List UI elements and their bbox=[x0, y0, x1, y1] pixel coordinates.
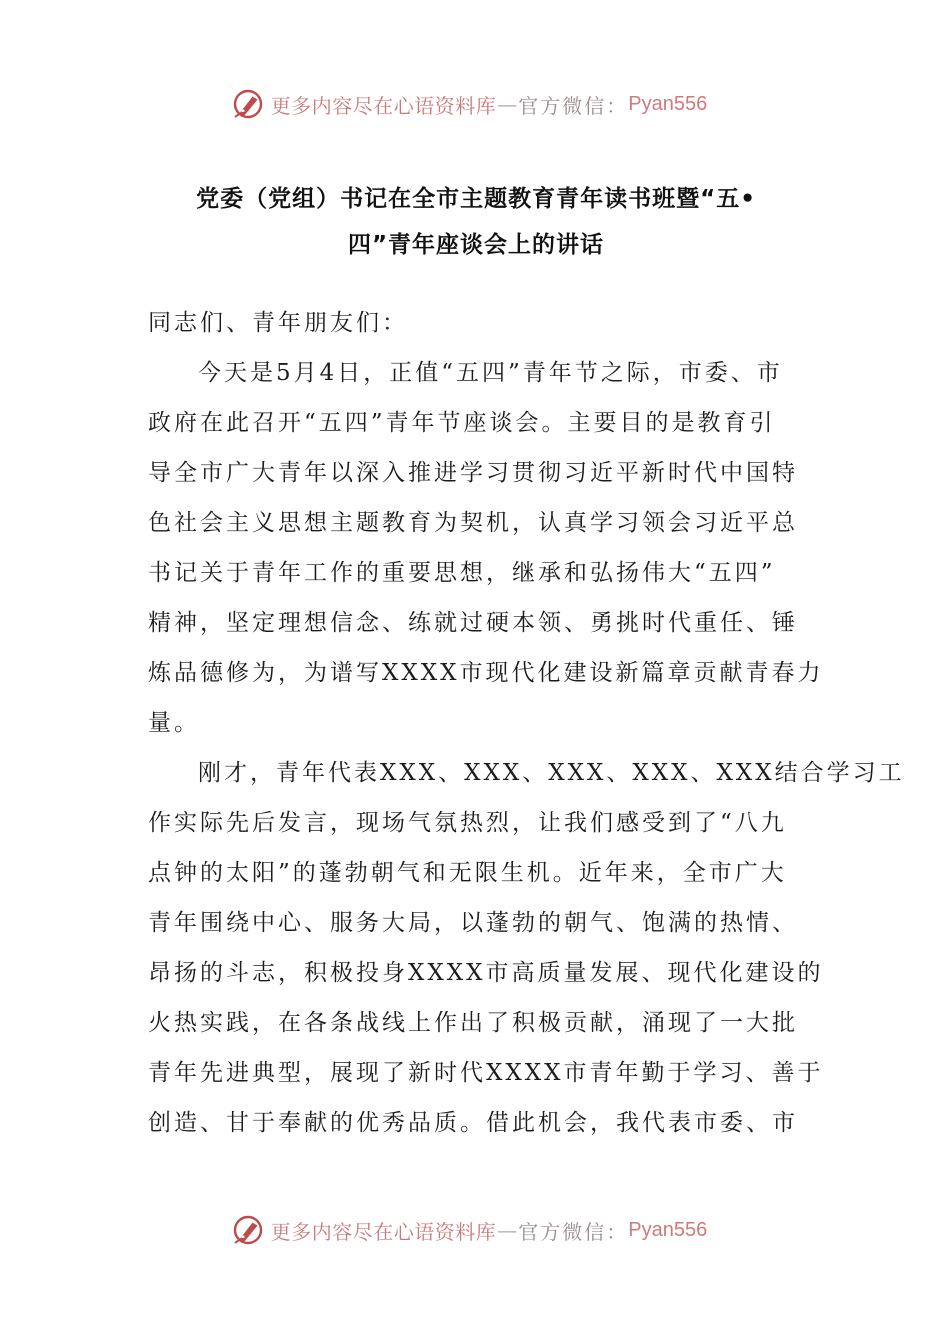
text-line: 作实际先后发言，现场气氛热烈，让我们感受到了“八九 bbox=[148, 810, 787, 836]
text-line: 青年先进典型，展现了新时代XXXX市青年勤于学习、善于 bbox=[148, 1060, 824, 1086]
text-line: 点钟的太阳”的蓬勃朝气和无限生机。近年来，全市广大 bbox=[148, 860, 787, 886]
document-title bbox=[148, 176, 804, 268]
text-line: 火热实践，在各条战线上作出了积极贡献，涌现了一大批 bbox=[148, 1010, 798, 1036]
text-line: 色社会主义思想主题教育为契机，认真学习领会习近平总 bbox=[148, 510, 798, 536]
text-line: 刚才，青年代表XXX、XXX、XXX、XXX、XXX结合学习工 bbox=[198, 760, 905, 786]
banner-main-text: 更多内容尽在心语资料库 bbox=[270, 1219, 497, 1244]
title-line-2: 四”青年座谈会上的讲话 bbox=[347, 232, 605, 258]
document-body bbox=[148, 298, 905, 1148]
text-line: 书记关于青年工作的重要思想，继承和弘扬伟大“五四” bbox=[148, 560, 776, 586]
text-line: 精神，坚定理想信念、练就过硬本领、勇挑时代重任、锤 bbox=[148, 610, 798, 636]
pen-nib-logo-icon bbox=[231, 1213, 265, 1247]
banner-wechat-id: Pyan556 bbox=[628, 1218, 708, 1241]
pen-nib-logo-icon bbox=[231, 87, 265, 121]
banner-main-text: 更多内容尽在心语资料库 bbox=[270, 93, 497, 118]
text-line: 创造、甘于奉献的优秀品质。借此机会，我代表市委、市 bbox=[148, 1110, 798, 1136]
title-line-1: 党委（党组）书记在全市主题教育青年读书班暨“五• bbox=[196, 186, 756, 212]
text-line: 昂扬的斗志，积极投身XXXX市高质量发展、现代化建设的 bbox=[148, 960, 824, 986]
banner-official-label: 官方微信： bbox=[518, 1219, 629, 1244]
text-line: 量。 bbox=[148, 710, 200, 736]
banner-separator: — bbox=[497, 92, 518, 116]
text-line: 同志们、青年朋友们： bbox=[148, 310, 408, 336]
text-line: 导全市广大青年以深入推进学习贯彻习近平新时代中国特 bbox=[148, 460, 798, 486]
banner-separator: — bbox=[497, 1218, 518, 1242]
text-line: 政府在此召开“五四”青年节座谈会。主要目的是教育引 bbox=[148, 410, 776, 436]
footer-banner bbox=[0, 1210, 950, 1250]
banner-wechat-id: Pyan556 bbox=[628, 92, 708, 115]
text-line: 青年围绕中心、服务大局，以蓬勃的朝气、饱满的热情、 bbox=[148, 910, 798, 936]
text-line: 炼品德修为，为谱写XXXX市现代化建设新篇章贡献青春力 bbox=[148, 660, 824, 686]
banner-official-label: 官方微信： bbox=[518, 93, 629, 118]
header-banner bbox=[0, 84, 950, 124]
text-line: 今天是5月4日，正值“五四”青年节之际，市委、市 bbox=[198, 360, 783, 386]
